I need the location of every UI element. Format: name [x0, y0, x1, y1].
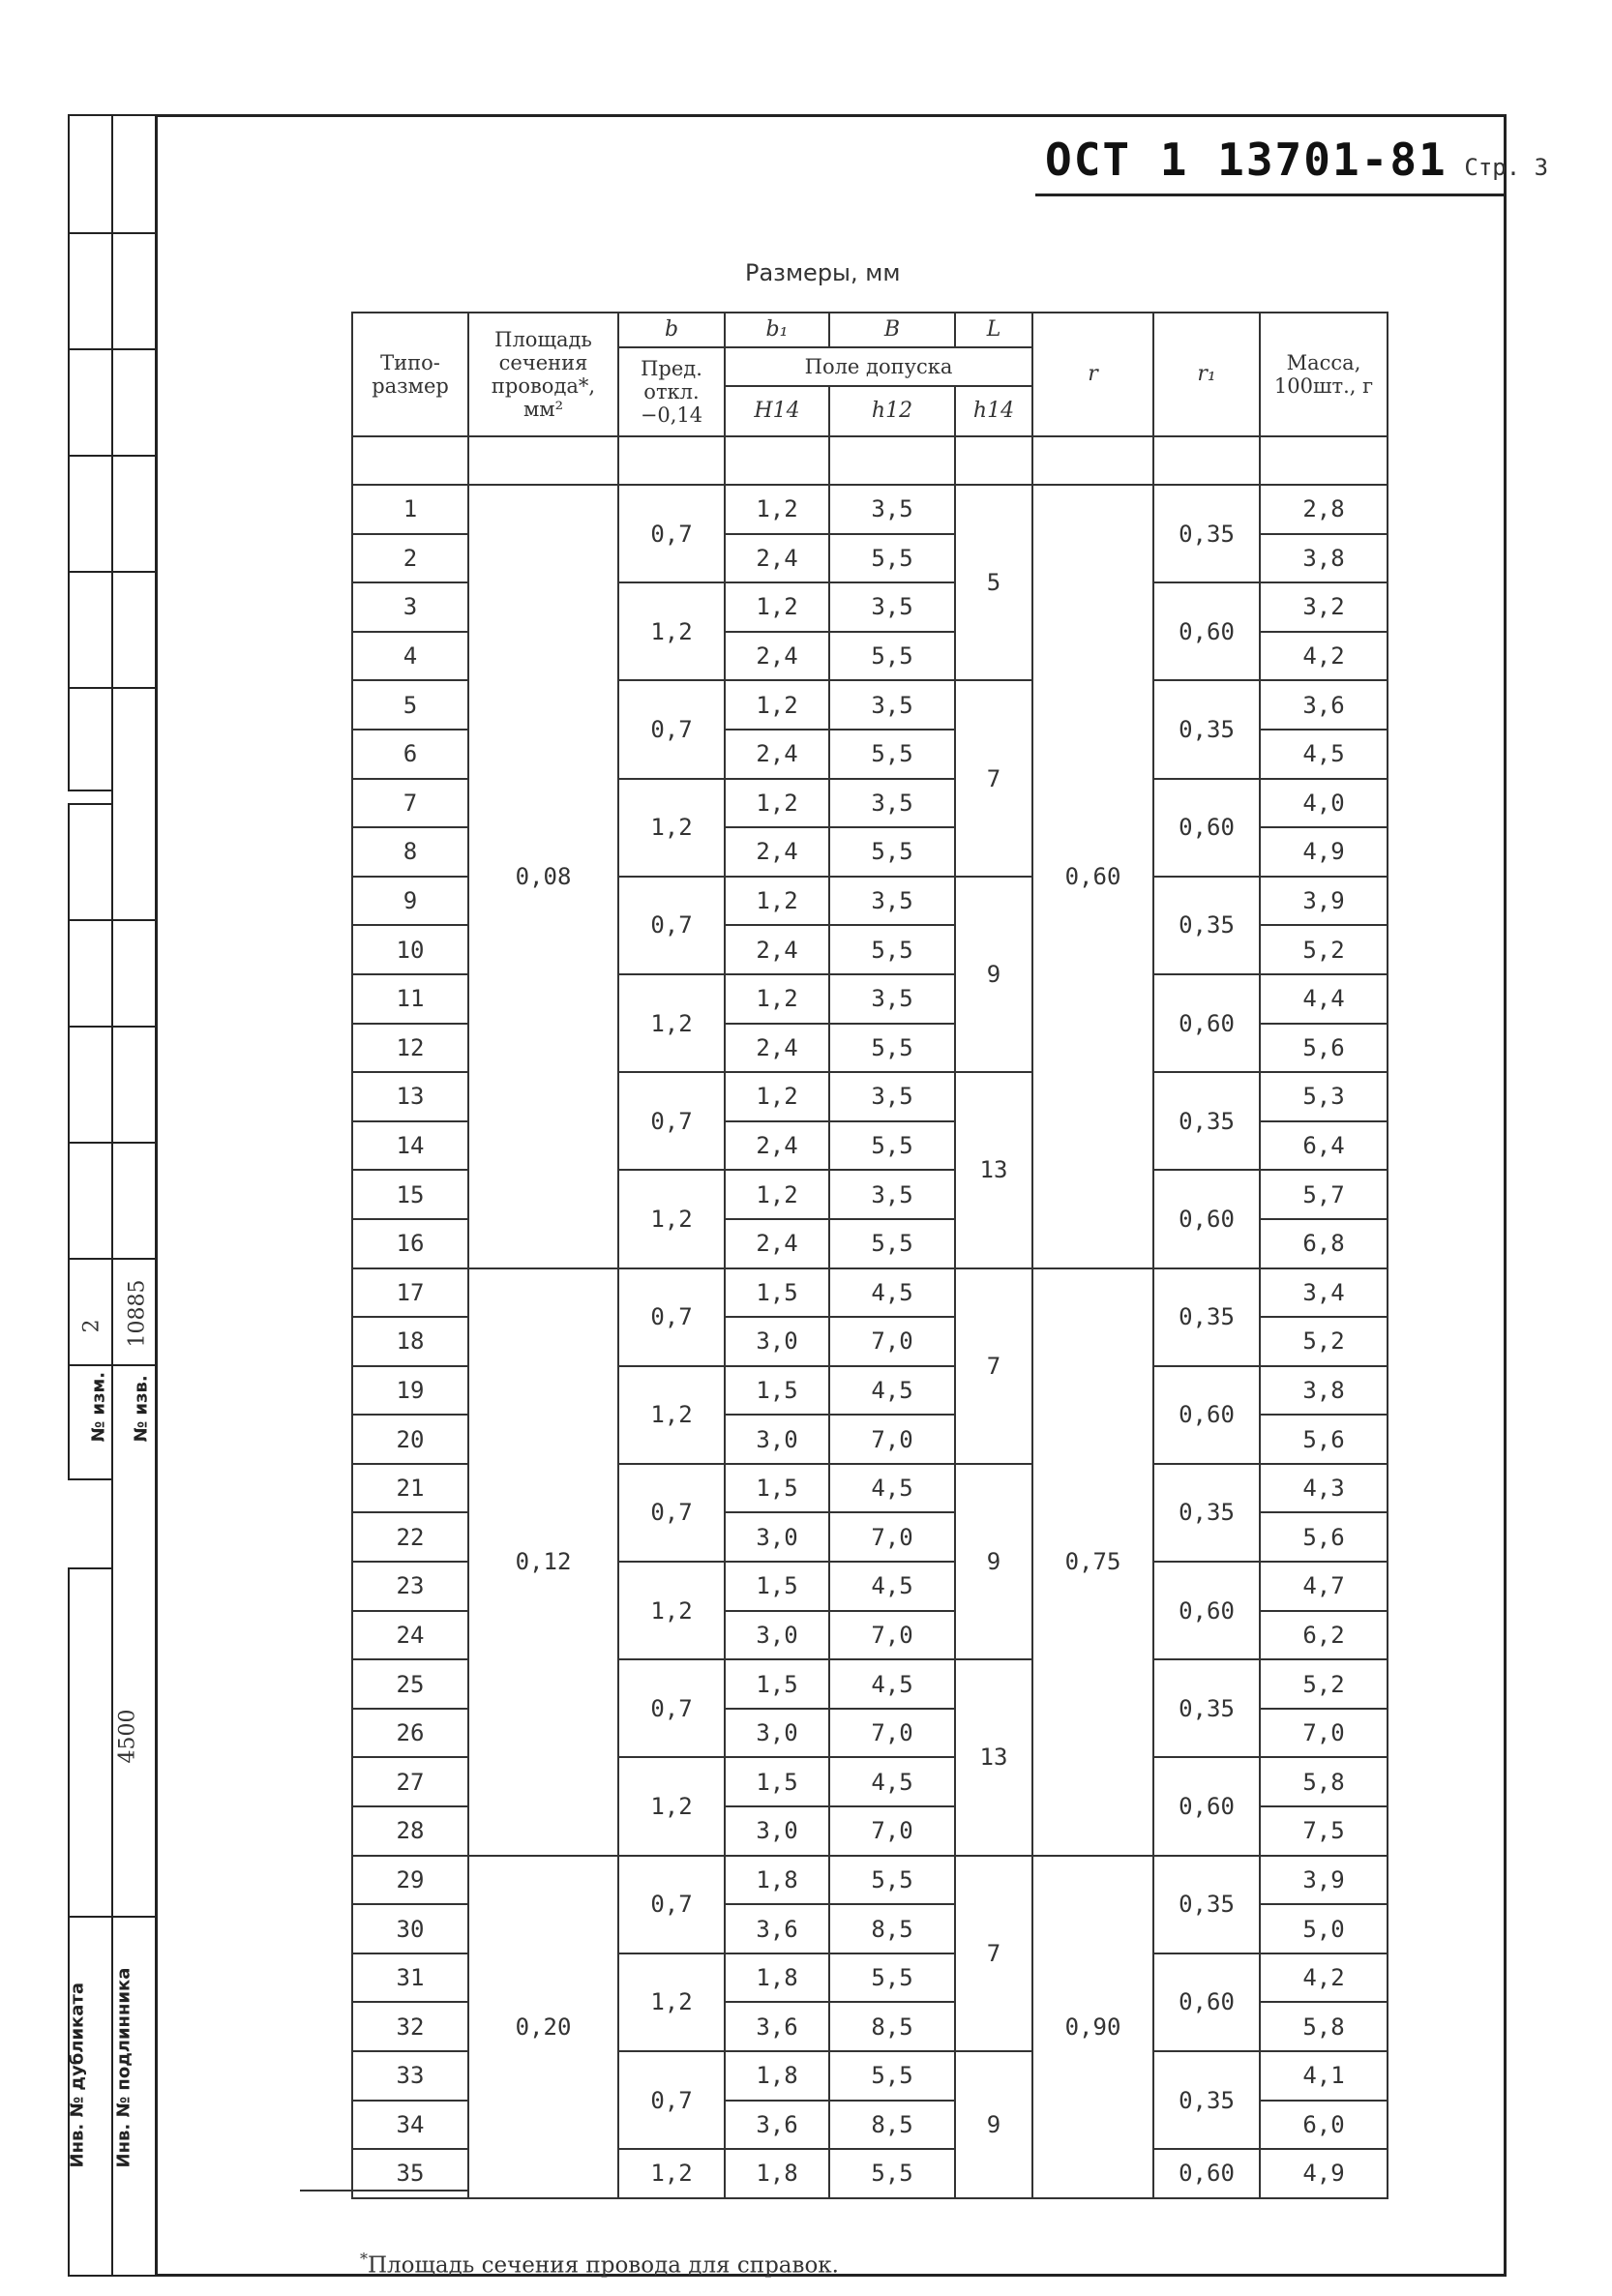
- spacer-cell: [829, 436, 955, 485]
- mass-cell: 6,0: [1260, 2101, 1388, 2150]
- b1-cell: 3,0: [725, 1512, 829, 1562]
- spacer-row: [352, 436, 1388, 485]
- B-cell: 3,5: [829, 779, 955, 828]
- B-cell: 5,5: [829, 534, 955, 583]
- B-cell: 5,5: [829, 1121, 955, 1171]
- mass-cell: 4,9: [1260, 827, 1388, 877]
- mass-cell: 6,4: [1260, 1121, 1388, 1171]
- b1-cell: 1,2: [725, 1072, 829, 1121]
- change-no-value: 2: [79, 1319, 104, 1333]
- mass-cell: 5,8: [1260, 1757, 1388, 1806]
- r1-cell: 0,60: [1153, 1170, 1260, 1267]
- b1-cell: 1,2: [725, 974, 829, 1024]
- B-cell: 7,0: [829, 1317, 955, 1366]
- b1-cell: 2,4: [725, 632, 829, 681]
- r-cell: 0,75: [1032, 1268, 1153, 1856]
- margin-strip-outer-duplicate: [68, 1567, 111, 2277]
- b-cell: 1,2: [618, 1562, 725, 1659]
- b1-cell: 3,0: [725, 1611, 829, 1660]
- B-cell: 4,5: [829, 1757, 955, 1806]
- mass-cell: 5,7: [1260, 1170, 1388, 1219]
- mass-cell: 7,0: [1260, 1709, 1388, 1758]
- b1-cell: 3,0: [725, 1415, 829, 1464]
- mass-cell: 5,2: [1260, 1659, 1388, 1709]
- r1-cell: 0,35: [1153, 2051, 1260, 2149]
- B-cell: 4,5: [829, 1562, 955, 1611]
- b-cell: 0,7: [618, 680, 725, 778]
- b1-cell: 1,2: [725, 779, 829, 828]
- L-cell: 9: [955, 1464, 1032, 1659]
- mass-cell: 4,2: [1260, 632, 1388, 681]
- L-cell: 5: [955, 485, 1032, 680]
- b-cell: 1,2: [618, 582, 725, 680]
- header-tol-L: h14: [955, 386, 1032, 436]
- b-cell: 1,2: [618, 1366, 725, 1464]
- L-cell: 9: [955, 2051, 1032, 2198]
- B-cell: 5,5: [829, 1856, 955, 1905]
- size-cell: 9: [352, 877, 468, 926]
- b-cell: 1,2: [618, 1757, 725, 1855]
- mass-cell: 5,6: [1260, 1415, 1388, 1464]
- mass-cell: 4,5: [1260, 730, 1388, 779]
- notice-no-value: 10885: [125, 1279, 150, 1348]
- page-number: Стр. 3: [1464, 154, 1549, 181]
- header-b-deviation: Пред. откл. −0,14: [618, 347, 725, 436]
- B-cell: 5,5: [829, 1024, 955, 1073]
- B-cell: 7,0: [829, 1611, 955, 1660]
- table-body: [352, 436, 1388, 2198]
- header-tol-b1: H14: [725, 386, 829, 436]
- B-cell: 8,5: [829, 1904, 955, 1953]
- table-row: [352, 1268, 1388, 1318]
- area-cell: 0,12: [468, 1268, 618, 1856]
- b1-cell: 1,5: [725, 1757, 829, 1806]
- size-cell: 27: [352, 1757, 468, 1806]
- spacer-cell: [955, 436, 1032, 485]
- size-cell: 12: [352, 1024, 468, 1073]
- b-cell: 0,7: [618, 1072, 725, 1170]
- size-cell: 25: [352, 1659, 468, 1709]
- b1-cell: 1,2: [725, 485, 829, 534]
- size-cell: 19: [352, 1366, 468, 1416]
- mass-cell: 5,8: [1260, 2002, 1388, 2051]
- notice-no-label: № изв.: [131, 1375, 152, 1443]
- spacer-cell: [352, 436, 468, 485]
- size-cell: 31: [352, 1953, 468, 2003]
- size-cell: 34: [352, 2101, 468, 2150]
- B-cell: 3,5: [829, 680, 955, 730]
- r1-cell: 0,35: [1153, 877, 1260, 974]
- b1-cell: 2,4: [725, 827, 829, 877]
- margin-strip-inner: [111, 114, 155, 2277]
- mass-cell: 3,9: [1260, 877, 1388, 926]
- size-cell: 32: [352, 2002, 468, 2051]
- table-row: [352, 1856, 1388, 1905]
- mass-cell: 3,2: [1260, 582, 1388, 632]
- b1-cell: 1,2: [725, 877, 829, 926]
- b1-cell: 2,4: [725, 730, 829, 779]
- document-header: [1045, 134, 1548, 186]
- B-cell: 5,5: [829, 730, 955, 779]
- b-cell: 0,7: [618, 485, 725, 582]
- r-cell: 0,90: [1032, 1856, 1153, 2198]
- mass-cell: 4,1: [1260, 2051, 1388, 2101]
- size-cell: 7: [352, 779, 468, 828]
- margin-rule: [68, 348, 155, 350]
- b1-cell: 1,8: [725, 1856, 829, 1905]
- B-cell: 7,0: [829, 1806, 955, 1856]
- b1-cell: 2,4: [725, 1024, 829, 1073]
- header-r: r: [1032, 313, 1153, 436]
- footnote: [360, 2250, 839, 2279]
- B-cell: 5,5: [829, 2051, 955, 2101]
- r1-cell: 0,35: [1153, 1464, 1260, 1562]
- B-cell: 7,0: [829, 1709, 955, 1758]
- r1-cell: 0,60: [1153, 974, 1260, 1072]
- mass-cell: 5,2: [1260, 925, 1388, 974]
- r1-cell: 0,60: [1153, 1953, 1260, 2051]
- original-label: Инв. № подлинника: [113, 1967, 134, 2168]
- r1-cell: 0,60: [1153, 1757, 1260, 1855]
- B-cell: 4,5: [829, 1659, 955, 1709]
- b-cell: 1,2: [618, 974, 725, 1072]
- margin-rule: [68, 1258, 155, 1260]
- b-cell: 0,7: [618, 1464, 725, 1562]
- area-cell: 0,20: [468, 1856, 618, 2198]
- mass-cell: 4,4: [1260, 974, 1388, 1024]
- mass-cell: 3,8: [1260, 534, 1388, 583]
- B-cell: 5,5: [829, 1219, 955, 1268]
- change-no-label: № изм.: [88, 1371, 109, 1443]
- r1-cell: 0,60: [1153, 1366, 1260, 1464]
- size-cell: 35: [352, 2149, 468, 2198]
- b1-cell: 3,6: [725, 2101, 829, 2150]
- header-size: Типо-размер: [352, 313, 468, 436]
- header-B: B: [829, 313, 955, 347]
- r1-cell: 0,35: [1153, 1072, 1260, 1170]
- b-cell: 0,7: [618, 1268, 725, 1366]
- original-value: 4500: [115, 1709, 140, 1764]
- r1-cell: 0,60: [1153, 2149, 1260, 2198]
- b1-cell: 3,6: [725, 1904, 829, 1953]
- b1-cell: 2,4: [725, 925, 829, 974]
- mass-cell: 4,7: [1260, 1562, 1388, 1611]
- size-cell: 13: [352, 1072, 468, 1121]
- b-cell: 0,7: [618, 1659, 725, 1757]
- L-cell: 13: [955, 1659, 1032, 1855]
- margin-rule: [68, 1026, 155, 1028]
- footnote-text: Площадь сечения провода для справок.: [368, 2252, 839, 2279]
- mass-cell: 3,8: [1260, 1366, 1388, 1416]
- L-cell: 7: [955, 1268, 1032, 1464]
- B-cell: 3,5: [829, 1072, 955, 1121]
- header-mass: Масса, 100шт., г: [1260, 313, 1388, 436]
- b1-cell: 1,8: [725, 1953, 829, 2003]
- L-cell: 7: [955, 680, 1032, 876]
- margin-rule: [68, 571, 155, 573]
- mass-cell: 3,9: [1260, 1856, 1388, 1905]
- header-b: b: [618, 313, 725, 347]
- r1-cell: 0,35: [1153, 1856, 1260, 1953]
- mass-cell: 3,4: [1260, 1268, 1388, 1318]
- size-cell: 4: [352, 632, 468, 681]
- b1-cell: 1,2: [725, 680, 829, 730]
- size-cell: 1: [352, 485, 468, 534]
- b1-cell: 1,5: [725, 1562, 829, 1611]
- B-cell: 3,5: [829, 1170, 955, 1219]
- b-cell: 0,7: [618, 1856, 725, 1953]
- B-cell: 4,5: [829, 1464, 955, 1513]
- B-cell: 4,5: [829, 1268, 955, 1318]
- margin-strip-outer: [68, 114, 111, 791]
- margin-rule: [68, 919, 155, 921]
- size-cell: 10: [352, 925, 468, 974]
- spacer-cell: [1032, 436, 1153, 485]
- table-row: [352, 485, 1388, 534]
- size-cell: 33: [352, 2051, 468, 2101]
- spacer-cell: [1153, 436, 1260, 485]
- b1-cell: 1,5: [725, 1464, 829, 1513]
- spacer-cell: [725, 436, 829, 485]
- r-cell: 0,60: [1032, 485, 1153, 1268]
- size-cell: 3: [352, 582, 468, 632]
- table-header: [352, 313, 1388, 436]
- size-cell: 14: [352, 1121, 468, 1171]
- mass-cell: 4,9: [1260, 2149, 1388, 2198]
- B-cell: 3,5: [829, 974, 955, 1024]
- r1-cell: 0,60: [1153, 582, 1260, 680]
- size-cell: 29: [352, 1856, 468, 1905]
- size-cell: 28: [352, 1806, 468, 1856]
- duplicate-label: Инв. № дубликата: [67, 1983, 88, 2168]
- size-cell: 11: [352, 974, 468, 1024]
- b1-cell: 1,5: [725, 1659, 829, 1709]
- size-cell: 18: [352, 1317, 468, 1366]
- B-cell: 5,5: [829, 925, 955, 974]
- B-cell: 7,0: [829, 1512, 955, 1562]
- B-cell: 5,5: [829, 1953, 955, 2003]
- B-cell: 5,5: [829, 2149, 955, 2198]
- size-cell: 30: [352, 1904, 468, 1953]
- b-cell: 0,7: [618, 877, 725, 974]
- size-cell: 16: [352, 1219, 468, 1268]
- size-cell: 5: [352, 680, 468, 730]
- L-cell: 7: [955, 1856, 1032, 2051]
- mass-cell: 2,8: [1260, 485, 1388, 534]
- b-cell: 1,2: [618, 1170, 725, 1267]
- size-cell: 15: [352, 1170, 468, 1219]
- b-cell: 1,2: [618, 2149, 725, 2198]
- dimensions-table: [351, 312, 1388, 2199]
- size-cell: 17: [352, 1268, 468, 1318]
- b1-cell: 1,5: [725, 1366, 829, 1416]
- size-cell: 20: [352, 1415, 468, 1464]
- margin-rule: [68, 1142, 155, 1144]
- B-cell: 3,5: [829, 877, 955, 926]
- b1-cell: 3,0: [725, 1709, 829, 1758]
- mass-cell: 4,0: [1260, 779, 1388, 828]
- b1-cell: 3,6: [725, 2002, 829, 2051]
- mass-cell: 5,3: [1260, 1072, 1388, 1121]
- margin-rule: [68, 687, 155, 689]
- size-cell: 26: [352, 1709, 468, 1758]
- r1-cell: 0,60: [1153, 779, 1260, 877]
- b1-cell: 2,4: [725, 1121, 829, 1171]
- B-cell: 4,5: [829, 1366, 955, 1416]
- b1-cell: 2,4: [725, 1219, 829, 1268]
- r1-cell: 0,60: [1153, 1562, 1260, 1659]
- mass-cell: 4,3: [1260, 1464, 1388, 1513]
- area-cell: 0,08: [468, 485, 618, 1268]
- b1-cell: 1,2: [725, 1170, 829, 1219]
- b1-cell: 2,4: [725, 534, 829, 583]
- size-cell: 2: [352, 534, 468, 583]
- spacer-cell: [618, 436, 725, 485]
- B-cell: 8,5: [829, 2002, 955, 2051]
- mass-cell: 5,6: [1260, 1024, 1388, 1073]
- footnote-mark: *: [360, 2250, 368, 2268]
- b-cell: 0,7: [618, 2051, 725, 2149]
- margin-rule: [68, 232, 155, 234]
- header-rule: [1035, 194, 1505, 196]
- b-cell: 1,2: [618, 1953, 725, 2051]
- header-b1: b₁: [725, 313, 829, 347]
- b1-cell: 3,0: [725, 1806, 829, 1856]
- b1-cell: 1,2: [725, 582, 829, 632]
- r1-cell: 0,35: [1153, 1268, 1260, 1366]
- doc-number: ОСТ 1 13701-81: [1045, 134, 1448, 186]
- r1-cell: 0,35: [1153, 1659, 1260, 1757]
- B-cell: 3,5: [829, 582, 955, 632]
- size-cell: 23: [352, 1562, 468, 1611]
- B-cell: 5,5: [829, 632, 955, 681]
- mass-cell: 4,2: [1260, 1953, 1388, 2003]
- header-area: Площадь сечения провода*, мм²: [468, 313, 618, 436]
- b-cell: 1,2: [618, 779, 725, 877]
- L-cell: 9: [955, 877, 1032, 1072]
- size-cell: 24: [352, 1611, 468, 1660]
- mass-cell: 3,6: [1260, 680, 1388, 730]
- header-tol-B: h12: [829, 386, 955, 436]
- b1-cell: 1,5: [725, 1268, 829, 1318]
- B-cell: 5,5: [829, 827, 955, 877]
- size-cell: 22: [352, 1512, 468, 1562]
- size-cell: 6: [352, 730, 468, 779]
- mass-cell: 6,2: [1260, 1611, 1388, 1660]
- B-cell: 3,5: [829, 485, 955, 534]
- spacer-cell: [468, 436, 618, 485]
- b1-cell: 1,8: [725, 2149, 829, 2198]
- mass-cell: 6,8: [1260, 1219, 1388, 1268]
- footnote-rule: [300, 2190, 469, 2192]
- size-cell: 21: [352, 1464, 468, 1513]
- b1-cell: 3,0: [725, 1317, 829, 1366]
- margin-rule: [68, 1916, 155, 1918]
- mass-cell: 7,5: [1260, 1806, 1388, 1856]
- mass-cell: 5,0: [1260, 1904, 1388, 1953]
- spacer-cell: [1260, 436, 1388, 485]
- header-tolerance: Поле допуска: [725, 347, 1032, 386]
- mass-cell: 5,2: [1260, 1317, 1388, 1366]
- B-cell: 8,5: [829, 2101, 955, 2150]
- header-L: L: [955, 313, 1032, 347]
- size-cell: 8: [352, 827, 468, 877]
- margin-rule: [68, 455, 155, 457]
- units-caption: Размеры, мм: [745, 259, 901, 286]
- b1-cell: 1,8: [725, 2051, 829, 2101]
- r1-cell: 0,35: [1153, 485, 1260, 582]
- B-cell: 7,0: [829, 1415, 955, 1464]
- r1-cell: 0,35: [1153, 680, 1260, 778]
- L-cell: 13: [955, 1072, 1032, 1267]
- header-r1: r₁: [1153, 313, 1260, 436]
- mass-cell: 5,6: [1260, 1512, 1388, 1562]
